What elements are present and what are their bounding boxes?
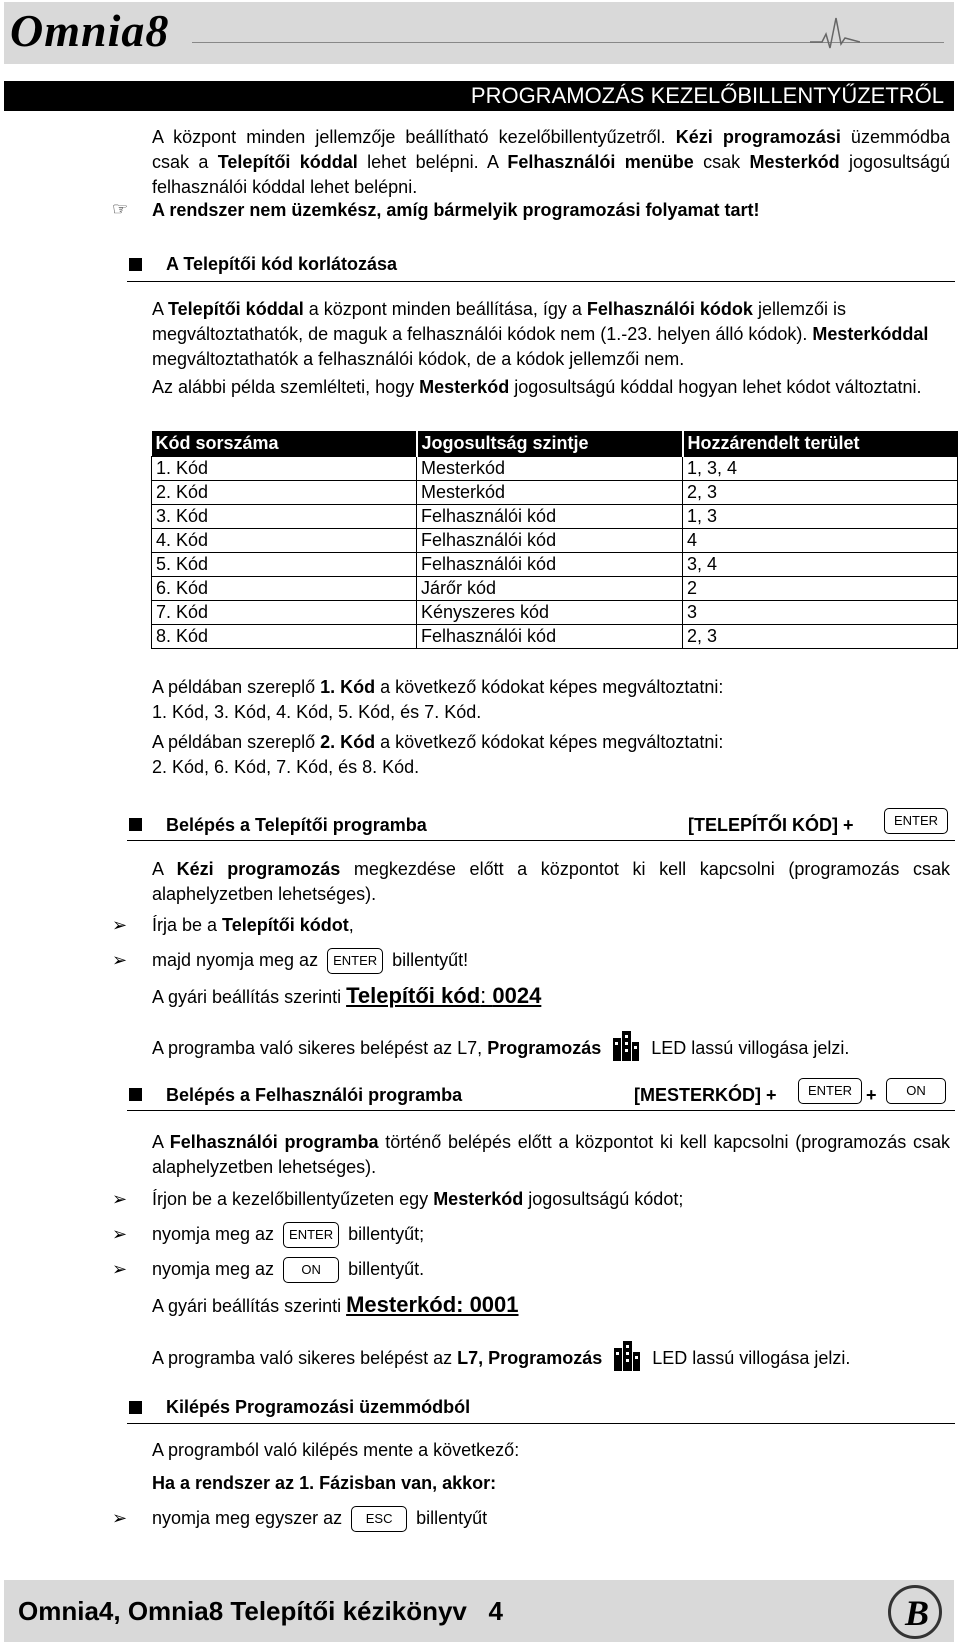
section-paragraph: A programból való kilépés mente a következő: [152, 1440, 520, 1460]
table-cell: Mesterkód [417, 457, 683, 481]
step-text: Írja be a Telepítői kódot, [152, 915, 354, 935]
example-text: A példában szereplő 2. Kód a következő kódokat képes megváltoztatni: 2. Kód, 6. Kód, 7. Kód, és 8. Kód. [152, 732, 724, 777]
section-divider [127, 281, 955, 282]
table-header: Kód sorszáma [152, 431, 417, 457]
table-row [152, 601, 958, 625]
section-title: Kilépés Programozási üzemmódból [166, 1397, 471, 1417]
intro-note: A rendszer nem üzemkész, amíg bármelyik programozási folyamat tart! [152, 200, 760, 220]
table-row [152, 529, 958, 553]
building-led-icon [612, 1030, 640, 1062]
footer-text: Omnia4, Omnia8 Telepítői kézikönyv 4 [18, 1596, 504, 1626]
step-text: nyomja meg az ON billentyűt. [152, 1257, 424, 1283]
brand-logo: Omnia8 [10, 5, 170, 56]
table-cell: 5. Kód [152, 553, 417, 577]
key-combo: [TELEPÍTŐI KÓD] + [688, 815, 854, 835]
enter-key-icon: ENTER [327, 948, 383, 974]
arrow-bullet-icon: ➢ [112, 1224, 128, 1244]
table-cell: 8. Kód [152, 625, 417, 649]
table-cell: 6. Kód [152, 577, 417, 601]
table-row [152, 505, 958, 529]
plus-sign: + [866, 1085, 877, 1105]
table-cell: 1. Kód [152, 457, 417, 481]
section-paragraph: A Felhasználói programba történő belépés előtt a központot ki kell kapcsolni (programozás csak alaphelyzetben lehetséges). [152, 1132, 950, 1177]
step-text: nyomja meg az ENTER billentyűt; [152, 1222, 424, 1248]
table-cell: 1, 3 [683, 505, 958, 529]
esc-key-icon: ESC [351, 1506, 407, 1532]
on-key-icon: ON [283, 1257, 339, 1283]
table-cell: 3, 4 [683, 553, 958, 577]
table-cell: Felhasználói kód [417, 529, 683, 553]
table-cell: Felhasználói kód [417, 505, 683, 529]
arrow-bullet-icon: ➢ [112, 1189, 128, 1209]
table-cell: 2. Kód [152, 481, 417, 505]
publisher-logo: B [888, 1585, 942, 1639]
section-paragraph: A Kézi programozás megkezdése előtt a központot ki kell kapcsolni (programozás csak alaphelyzetben lehetséges). [152, 859, 950, 904]
section-divider [127, 1110, 955, 1111]
table-cell: Kényszeres kód [417, 601, 683, 625]
square-bullet-icon [129, 1401, 142, 1414]
table-cell: 2 [683, 577, 958, 601]
section-title: Belépés a Felhasználói programba [166, 1085, 463, 1105]
section-paragraph: Ha a rendszer az 1. Fázisban van, akkor: [152, 1473, 497, 1493]
step-text: nyomja meg egyszer az ESC billentyűt [152, 1506, 487, 1532]
square-bullet-icon [129, 258, 142, 271]
enter-key-icon: ENTER [283, 1222, 339, 1248]
led-note: A programba való sikeres belépést az L7, Programozás LED lassú villogása jelzi. [152, 1340, 960, 1372]
building-led-icon [613, 1340, 641, 1372]
key-combo: [MESTERKÓD] + [634, 1085, 777, 1105]
arrow-bullet-icon: ➢ [112, 1508, 128, 1528]
table-cell: 1, 3, 4 [683, 457, 958, 481]
section-paragraph: Az alábbi példa szemlélteti, hogy Mesterkód jogosultságú kóddal hogyan lehet kódot változtatni. [152, 377, 922, 397]
on-key-icon: ON [886, 1078, 946, 1104]
default-code: A gyári beállítás szerinti Mesterkód: 0001 [152, 1292, 519, 1317]
table-cell: 2, 3 [683, 625, 958, 649]
intro-paragraph: A központ minden jellemzője beállítható kezelőbillentyűzetről. Kézi programozási üzemmódba csak a Telepítői kóddal lehet belépni. A Felhasználói menübe csak Mesterkód jogosultságú felhasználói kóddal lehet belépni. [152, 127, 951, 197]
pulse-icon [810, 14, 860, 50]
section-paragraph: A Telepítői kóddal a központ minden beállítása, így a Felhasználói kódok jellemzői is megváltoztathatók, de maguk a felhasználói kódok nem (1.-23. helyen álló kódok). Mesterkóddal megváltoztathatók a felhasználói kódok, de a kódok jellemzői nem. [152, 299, 929, 369]
table-row [152, 457, 958, 481]
table-header: Hozzárendelt terület [683, 431, 958, 457]
section-title: Belépés a Telepítői programba [166, 815, 427, 835]
default-code: A gyári beállítás szerinti Telepítői kód: 0024 [152, 983, 542, 1008]
section-title: A Telepítői kód korlátozása [166, 254, 398, 274]
code-table [151, 431, 958, 649]
table-cell: 3. Kód [152, 505, 417, 529]
table-header: Jogosultság szintje [417, 431, 683, 457]
table-cell: Járőr kód [417, 577, 683, 601]
enter-key-icon: ENTER [884, 808, 948, 834]
table-header-row [152, 431, 958, 457]
led-note: A programba való sikeres belépést az L7, Programozás LED lassú villogása jelzi. [152, 1030, 960, 1062]
table-cell: Felhasználói kód [417, 625, 683, 649]
table-cell: 3 [683, 601, 958, 625]
arrow-bullet-icon: ➢ [112, 1259, 128, 1279]
section-divider [127, 1423, 955, 1424]
table-row [152, 553, 958, 577]
step-text: Írjon be a kezelőbillentyűzeten egy Mesterkód jogosultságú kódot; [152, 1189, 684, 1209]
arrow-bullet-icon: ➢ [112, 950, 128, 970]
table-cell: Felhasználói kód [417, 553, 683, 577]
square-bullet-icon [129, 818, 142, 831]
square-bullet-icon [129, 1088, 142, 1101]
enter-key-icon: ENTER [798, 1078, 862, 1104]
table-row [152, 481, 958, 505]
table-cell: 7. Kód [152, 601, 417, 625]
page-title: PROGRAMOZÁS KEZELŐBILLENTYŰZETRŐL [4, 81, 954, 111]
section-divider [127, 840, 955, 841]
table-row [152, 577, 958, 601]
table-cell: 4 [683, 529, 958, 553]
example-text: A példában szereplő 1. Kód a következő kódokat képes megváltoztatni: 1. Kód, 3. Kód, 4. Kód, 5. Kód, és 7. Kód. [152, 677, 724, 722]
table-cell: Mesterkód [417, 481, 683, 505]
arrow-bullet-icon: ➢ [112, 915, 128, 935]
table-cell: 2, 3 [683, 481, 958, 505]
step-text: majd nyomja meg az ENTER billentyűt! [152, 948, 468, 974]
table-row [152, 625, 958, 649]
pointing-hand-icon: ☞ [112, 199, 129, 219]
table-cell: 4. Kód [152, 529, 417, 553]
